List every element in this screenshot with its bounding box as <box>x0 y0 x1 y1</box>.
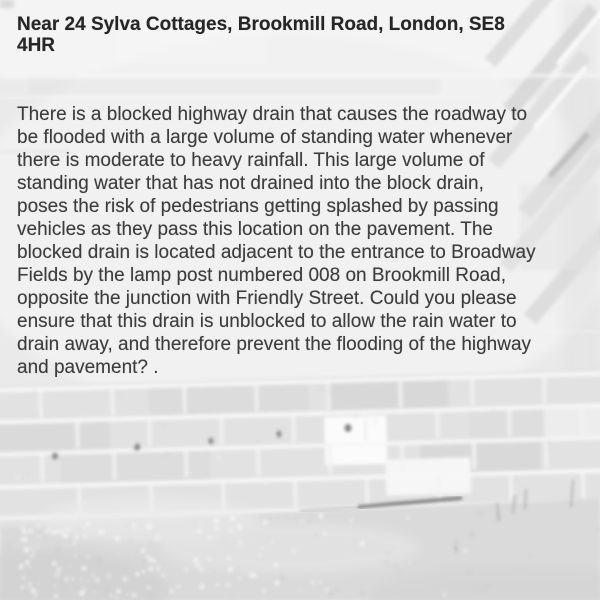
report-description-line: vehicles as they pass this location on the pavement. The <box>17 219 493 240</box>
report-description-line: standing water that has not drained into the block drain, <box>17 173 484 194</box>
report-description-line: be flooded with a large volume of standing water whenever <box>17 127 513 148</box>
report-description <box>17 103 536 379</box>
report-description-line: Fields by the lamp post numbered 008 on Brookmill Road, <box>17 265 506 286</box>
report-description-line: drain away, and therefore prevent the flooding of the highway <box>17 334 532 355</box>
report-description-line: there is moderate to heavy rainfall. This large volume of <box>17 150 485 171</box>
report-description-line: poses the risk of pedestrians getting splashed by passing <box>17 196 499 217</box>
report-title <box>17 15 505 56</box>
report-description-line: blocked drain is located adjacent to the entrance to Broadway <box>17 242 536 263</box>
report-description-line: opposite the junction with Friendly Street. Could you please <box>17 288 517 309</box>
report-description-line: and pavement? . <box>17 357 159 378</box>
report-description-line: ensure that this drain is unblocked to allow the rain water to <box>17 311 517 332</box>
report-title-line: 4HR <box>17 34 56 56</box>
report-title-line: Near 24 Sylva Cottages, Brookmill Road, London, SE8 <box>17 14 505 35</box>
report-description-line: There is a blocked highway drain that causes the roadway to <box>17 104 528 125</box>
